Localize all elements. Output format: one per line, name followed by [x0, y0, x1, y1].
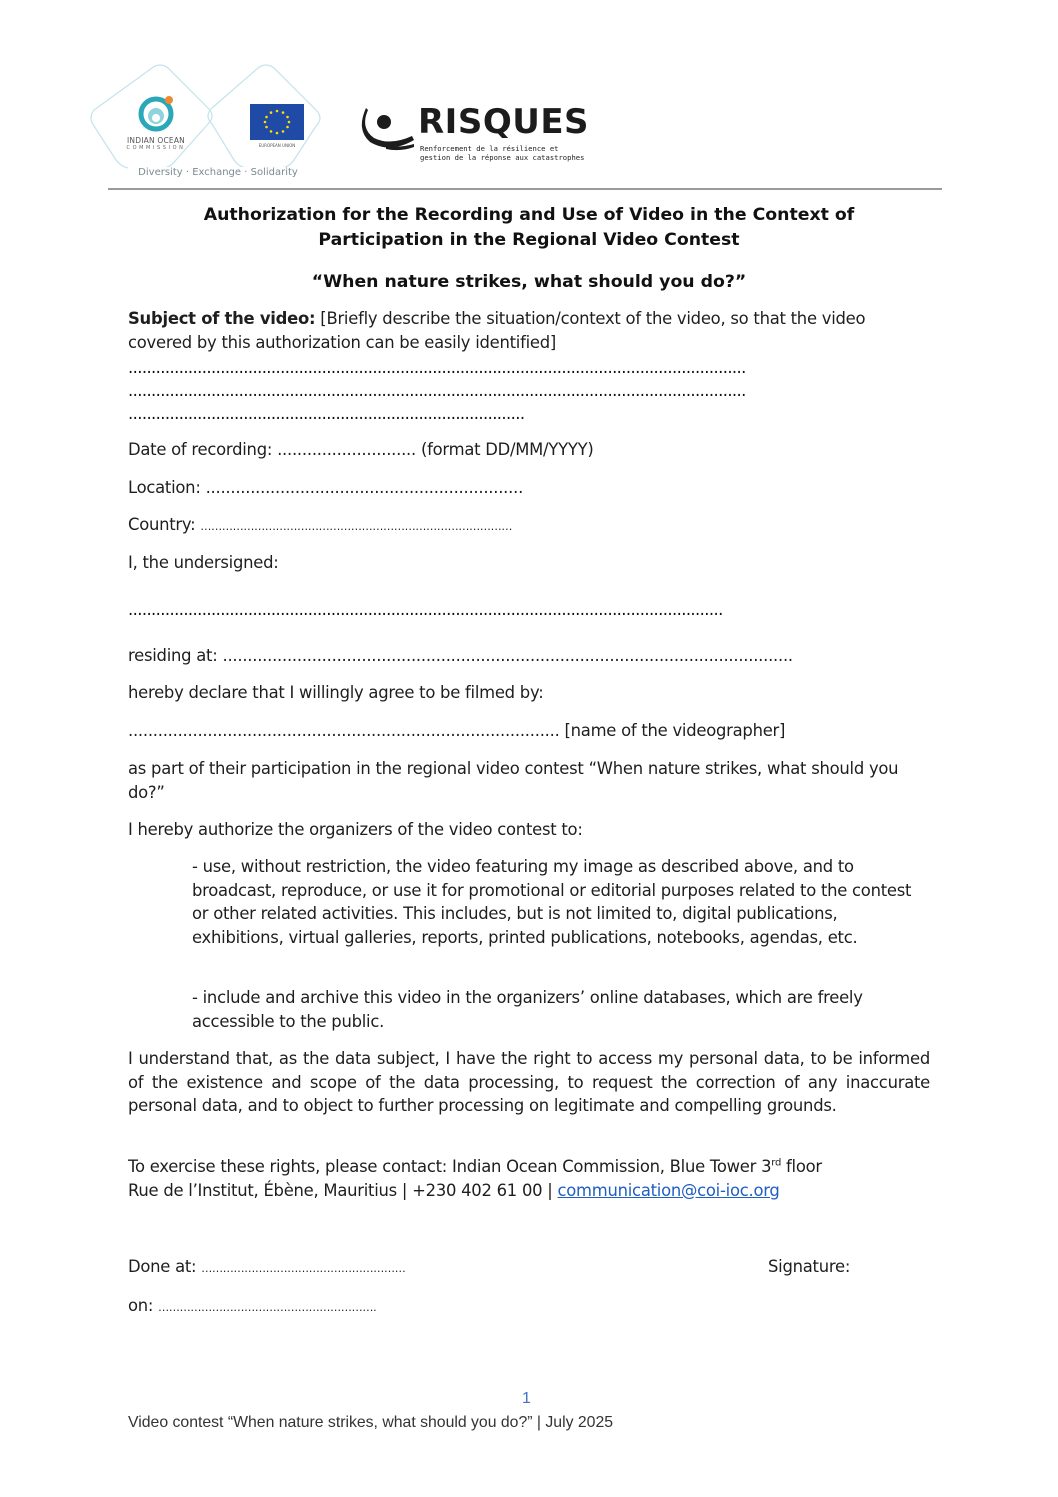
- subject-blank-line-3[interactable]: ......................................................................................: [128, 404, 525, 423]
- done-at-field: [128, 1255, 488, 1281]
- page-number: 1: [522, 1390, 531, 1407]
- date-format-hint: (format DD/MM/YYYY): [420, 440, 594, 459]
- ioc-logo: [90, 64, 330, 184]
- subject-paragraph: [128, 307, 930, 354]
- authorize-item-1: - use, without restriction, the video featuring my image as described above, and to broadcast, reproduce, or use it for promotional or editorial purposes related to the contest or other related activities. This includes, but is not limited to, digital publications, exhibitions, virtual galleries, reports, printed publications, notebooks, agendas, etc.: [192, 857, 912, 947]
- contact-paragraph: [128, 1155, 930, 1202]
- authorize-intro: I hereby authorize the organizers of the video contest to:: [128, 820, 583, 839]
- contest-participation-text: as part of their participation in the regional video contest “When nature strikes, what should you do?”: [128, 759, 899, 802]
- rights-paragraph: I understand that, as the data subject, I have the right to access my personal data, to be informed of the existence and scope of the data processing, to request the correction of any inaccurate personal data, and to object to further processing on legitimate and compelling grounds.: [128, 1049, 930, 1115]
- document-subtitle: “When nature strikes, what should you do?”: [311, 272, 747, 292]
- videographer-hint: [name of the videographer]: [564, 721, 786, 740]
- residing-field: [128, 644, 930, 668]
- subject-blank-line-2[interactable]: ......................................................................................................................................: [128, 381, 746, 400]
- country-blank[interactable]: ……………………………………………………………………………: [200, 520, 513, 533]
- ioc-eu-frame-graphic: [90, 64, 330, 184]
- residing-blank[interactable]: ...................................................................................................................: [222, 646, 793, 665]
- authorize-item-2: - include and archive this video in the organizers’ online databases, which are freely accessible to the public.: [192, 988, 863, 1031]
- risques-tagline-line1: Renforcement de la résilience et: [420, 144, 559, 153]
- risques-tagline: [420, 144, 584, 162]
- ioc-motto: Diversity · Exchange · Solidarity: [128, 167, 308, 178]
- country-label: Country:: [128, 515, 196, 534]
- eu-caption: EUROPEAN UNION: [258, 143, 296, 148]
- contact-address: Rue de l’Institut, Ébène, Mauritius | +230 402 61 00 |: [128, 1180, 558, 1200]
- date-of-recording-field: [128, 438, 930, 462]
- eu-flag-icon: [250, 104, 304, 140]
- done-at-blank[interactable]: …………………………………………………: [201, 1262, 406, 1275]
- signature-label: Signature:: [768, 1257, 851, 1276]
- location-blank[interactable]: ................................................................: [205, 478, 524, 497]
- contact-floor: floor: [781, 1157, 822, 1176]
- ioc-name-line2: COMMISSION: [126, 145, 186, 151]
- contact-prefix: To exercise these rights, please contact: Indian Ocean Commission, Blue Tower 3: [128, 1157, 772, 1176]
- subject-instruction: [Briefly describe the situation/context of the video, so that the video covered by this authorization can be easily identified]: [128, 309, 866, 352]
- title-line1: Authorization for the Recording and Use of Video in the Context of: [203, 205, 855, 225]
- on-date-field: [128, 1294, 488, 1320]
- contact-email-link[interactable]: communication@coi-ioc.org: [557, 1180, 780, 1200]
- ioc-emblem-icon: [141, 96, 173, 129]
- subject-label: Subject of the video:: [128, 309, 316, 328]
- residing-label: residing at:: [128, 646, 218, 665]
- title-line2: Participation in the Regional Video Contest: [318, 230, 740, 250]
- on-blank[interactable]: …………………………………………………….: [158, 1301, 377, 1314]
- location-field: [128, 476, 930, 500]
- undersigned-label: I, the undersigned:: [128, 553, 279, 572]
- done-at-label: Done at:: [128, 1257, 197, 1276]
- undersigned-blank[interactable]: .................................................................................................................................: [128, 600, 723, 619]
- on-label: on:: [128, 1296, 154, 1315]
- risques-tagline-line2: gestion de la réponse aux catastrophes: [420, 153, 585, 162]
- page-footer: Video contest “When nature strikes, what should you do?” | July 2025: [128, 1414, 614, 1431]
- declare-statement: hereby declare that I willingly agree to be filmed by:: [128, 683, 544, 702]
- risques-logo: [360, 104, 600, 168]
- location-label: Location:: [128, 478, 201, 497]
- ioc-name-line1: INDIAN OCEAN: [127, 136, 185, 145]
- risques-emblem-icon: [360, 106, 418, 154]
- document-title: [108, 203, 950, 253]
- contact-ordinal: rd: [771, 1157, 782, 1169]
- country-field: [128, 513, 930, 539]
- date-label: Date of recording:: [128, 440, 273, 459]
- header-divider: [108, 188, 942, 190]
- videographer-field: [128, 719, 930, 743]
- risques-wordmark: RISQUES: [418, 102, 590, 142]
- date-blank[interactable]: ............................: [277, 440, 416, 459]
- videographer-blank[interactable]: .......................................................................................: [128, 721, 560, 740]
- subject-blank-line-1[interactable]: ......................................................................................................................................: [128, 358, 746, 377]
